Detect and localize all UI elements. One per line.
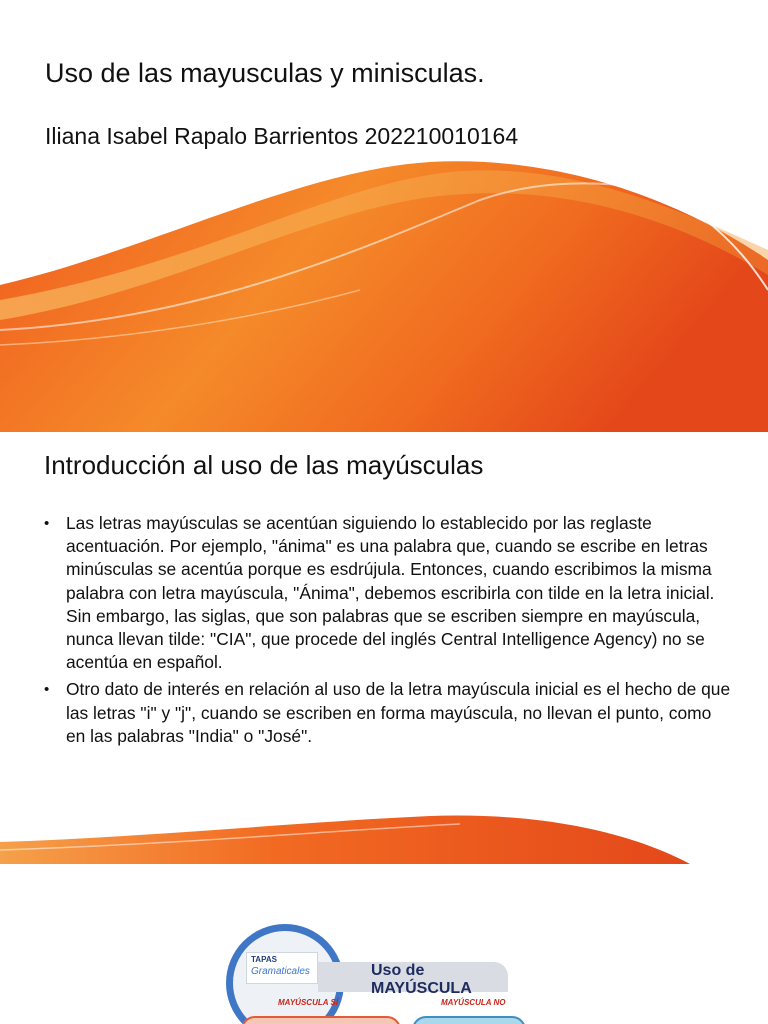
title-slide	[0, 0, 768, 432]
list-item	[44, 512, 734, 674]
bullet-icon: •	[44, 681, 50, 699]
column-heading-yes: MAYÚSCULA SÍ	[278, 998, 338, 1007]
orange-wave-footer	[0, 802, 768, 866]
column-heading-no: MAYÚSCULA NO	[441, 998, 506, 1007]
bullet-list	[44, 512, 734, 752]
no-box	[412, 1016, 526, 1024]
infographic-slide	[0, 866, 768, 1024]
infographic-image	[226, 924, 516, 1024]
bullet-icon: •	[44, 515, 50, 532]
logo-text-top: TAPAS	[251, 955, 277, 964]
slide-subtitle: Iliana Isabel Rapalo Barrientos 202210010164	[45, 123, 519, 149]
bullet-text: Las letras mayúsculas se acentúan siguiendo lo establecido por las reglaste acentuación. Por ejemplo, "ánima" es una palabra que, cuando se escribe en letras minúsculas se acentúa porque es esdrújula. Entonces, cuando escribimos la misma palabra con letra mayúscula, "Ánima", debemos escribirla con tilde en la letra inicial. Sin embargo, las siglas, que son palabras que se escriben siempre en mayúscula, nunca llevan tilde: "CIA", que procede del inglés Central Intelligence Agency) no se acentúa en español.	[66, 513, 715, 673]
yes-box	[241, 1016, 401, 1024]
infographic-title: Uso de MAYÚSCULA	[371, 962, 472, 997]
bullet-text: Otro dato de interés en relación al uso de la letra mayúscula inicial es el hecho de que las letras "i" y "j", cuando se escriben en forma mayúscula, no llevan el punto, como en las palabras "India" o "José".	[66, 679, 731, 746]
slide-title: Uso de las mayusculas y minisculas.	[45, 58, 485, 88]
slide-heading: Introducción al uso de las mayúsculas	[44, 450, 484, 480]
logo-box	[246, 952, 318, 984]
list-item	[44, 678, 734, 748]
content-slide	[0, 432, 768, 866]
logo-text-bottom: Gramaticales	[251, 966, 310, 977]
